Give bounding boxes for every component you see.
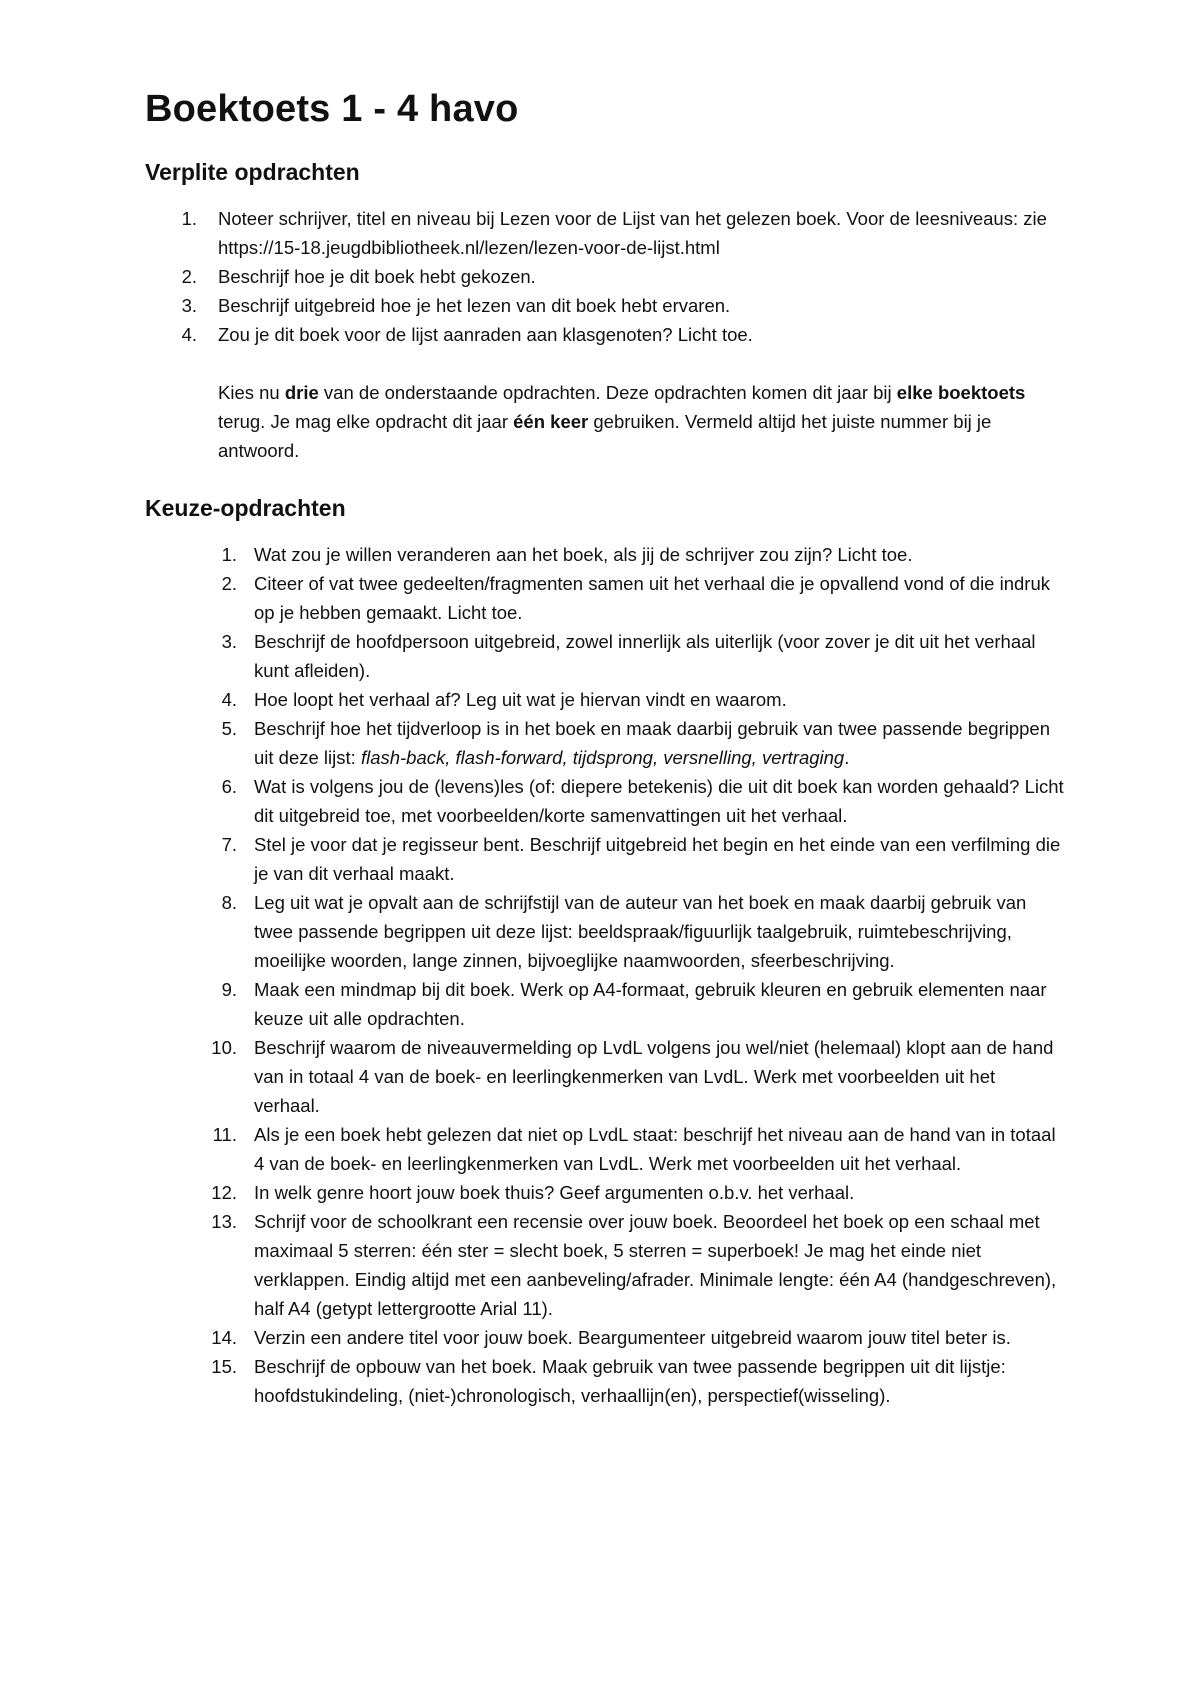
item-number: 6.: [221, 776, 237, 797]
item-number: 13.: [211, 1211, 237, 1232]
item-text: Zou je dit boek voor de lijst aanraden aan klasgenoten? Licht toe.: [218, 324, 753, 345]
list-item: [145, 830, 1065, 888]
section-heading-verplicht: Verplite opdrachten: [145, 159, 360, 185]
item-text: Beschrijf hoe je dit boek hebt gekozen.: [218, 266, 536, 287]
intro-bold: drie: [284, 382, 319, 403]
item-text: Beschrijf de hoofdpersoon uitgebreid, zowel innerlijk als uiterlijk (voor zover je dit uit het verhaal kunt afleiden).: [254, 631, 1036, 681]
intro-bold: één keer: [513, 411, 589, 432]
list-item: [145, 291, 1065, 320]
item-text: In welk genre hoort jouw boek thuis? Geef argumenten o.b.v. het verhaal.: [254, 1182, 855, 1203]
item-number: 15.: [211, 1356, 237, 1377]
item-text: Verzin een andere titel voor jouw boek. Beargumenteer uitgebreid waarom jouw titel beter is.: [254, 1327, 1011, 1348]
list-item: [145, 1207, 1065, 1323]
item-number: 11.: [212, 1124, 237, 1145]
list-item: [145, 569, 1065, 627]
item-text: Citeer of vat twee gedeelten/fragmenten samen uit het verhaal die je opvallend vond of die indruk op je hebben gemaakt. Licht toe.: [254, 573, 1050, 623]
item-text: Hoe loopt het verhaal af? Leg uit wat je hiervan vindt en waarom.: [254, 689, 787, 710]
item-number: 9.: [221, 979, 237, 1000]
item-number: 4.: [221, 689, 237, 710]
intro-paragraph: [218, 378, 1065, 465]
list-item: [145, 540, 1065, 569]
item-number: 2.: [221, 573, 237, 594]
list-item: [145, 1352, 1065, 1410]
intro-text: Kies nu: [218, 382, 285, 403]
list-item: [145, 1120, 1065, 1178]
item-number: 5.: [221, 718, 237, 739]
verplicht-list: [145, 204, 1065, 349]
keuze-list: [145, 540, 1065, 1410]
item-text: Als je een boek hebt gelezen dat niet op LvdL staat: beschrijf het niveau aan de hand van in totaal 4 van de boek- en leerlingkenmerken van LvdL. Werk met voorbeelden uit het verhaal.: [254, 1124, 1056, 1174]
document-page: [145, 88, 1065, 1410]
item-italic-terms: flash-back, flash-forward, tijdsprong, versnelling, vertraging: [360, 747, 845, 768]
item-number: 1.: [181, 208, 197, 229]
item-text: Schrijf voor de schoolkrant een recensie over jouw boek. Beoordeel het boek op een schaal met maximaal 5 sterren: één ster = slecht boek, 5 sterren = superboek! Je mag het einde niet verklappen. Eindig altijd met een aanbeveling/afrader. Minimale lengte: één A4 (handgeschreven), half A4 (getypt lettergrootte Arial 11).: [254, 1211, 1057, 1319]
intro-text: van de onderstaande opdrachten. Deze opdrachten komen dit jaar bij: [318, 382, 897, 403]
list-item: [145, 685, 1065, 714]
item-number: 4.: [181, 324, 197, 345]
item-number: 14.: [211, 1327, 237, 1348]
item-text: Beschrijf uitgebreid hoe je het lezen van dit boek hebt ervaren.: [218, 295, 731, 316]
item-number: 2.: [181, 266, 197, 287]
item-text: Noteer schrijver, titel en niveau bij Lezen voor de Lijst van het gelezen boek. Voor de leesniveaus: zie https://15-18.jeugdbibliotheek.nl/lezen/lezen-voor-de-lijst.html: [218, 208, 1047, 258]
list-item: [145, 714, 1065, 772]
item-text: Wat is volgens jou de (levens)les (of: diepere betekenis) die uit dit boek kan worden gehaald? Licht dit uitgebreid toe, met voorbeelden/korte samenvattingen uit het verhaal.: [254, 776, 1064, 826]
item-text-end: .: [844, 747, 850, 768]
item-number: 1.: [221, 544, 237, 565]
item-text: Wat zou je willen veranderen aan het boek, als jij de schrijver zou zijn? Licht toe.: [254, 544, 913, 565]
item-text: Beschrijf de opbouw van het boek. Maak gebruik van twee passende begrippen uit dit lijstje: hoofdstukindeling, (niet-)chronologisch, verhaallijn(en), perspectief(wisseling).: [254, 1356, 1006, 1406]
section-heading-keuze: Keuze-opdrachten: [145, 495, 346, 521]
item-number: 10.: [211, 1037, 237, 1058]
item-number: 3.: [221, 631, 237, 652]
item-number: 8.: [221, 892, 237, 913]
item-number: 12.: [211, 1182, 237, 1203]
list-item: [145, 888, 1065, 975]
item-text: Beschrijf waarom de niveauvermelding op LvdL volgens jou wel/niet (helemaal) klopt aan de hand van in totaal 4 van de boek- en leerlingkenmerken van LvdL. Werk met voorbeelden uit het verhaal.: [254, 1037, 1054, 1116]
list-item: [145, 1033, 1065, 1120]
list-item: [145, 204, 1065, 262]
item-text: Leg uit wat je opvalt aan de schrijfstijl van de auteur van het boek en maak daarbij gebruik van twee passende begrippen uit deze lijst: beeldspraak/figuurlijk taalgebruik, ruimtebeschrijving, moeilijke woorden, lange zinnen, bijvoeglijke naamwoorden, sfeerbeschrijving.: [254, 892, 1027, 971]
list-item: [145, 1323, 1065, 1352]
list-item: [145, 975, 1065, 1033]
item-text: Beschrijf hoe het tijdverloop is in het boek en maak daarbij gebruik van twee passende begrippen uit deze lijst:: [254, 718, 1050, 768]
intro-bold: elke boektoets: [896, 382, 1026, 403]
page-title: Boektoets 1 - 4 havo: [145, 88, 519, 130]
item-number: 7.: [221, 834, 237, 855]
list-item: [145, 262, 1065, 291]
list-item: [145, 627, 1065, 685]
list-item: [145, 320, 1065, 349]
item-text: Stel je voor dat je regisseur bent. Beschrijf uitgebreid het begin en het einde van een verfilming die je van dit verhaal maakt.: [254, 834, 1061, 884]
list-item: [145, 772, 1065, 830]
intro-text: gebruiken. Vermeld altijd het juiste nummer bij je antwoord.: [218, 411, 992, 461]
list-item: [145, 1178, 1065, 1207]
item-number: 3.: [181, 295, 197, 316]
intro-text: terug. Je mag elke opdracht dit jaar: [218, 411, 514, 432]
item-text: Maak een mindmap bij dit boek. Werk op A4-formaat, gebruik kleuren en gebruik elementen naar keuze uit alle opdrachten.: [254, 979, 1047, 1029]
